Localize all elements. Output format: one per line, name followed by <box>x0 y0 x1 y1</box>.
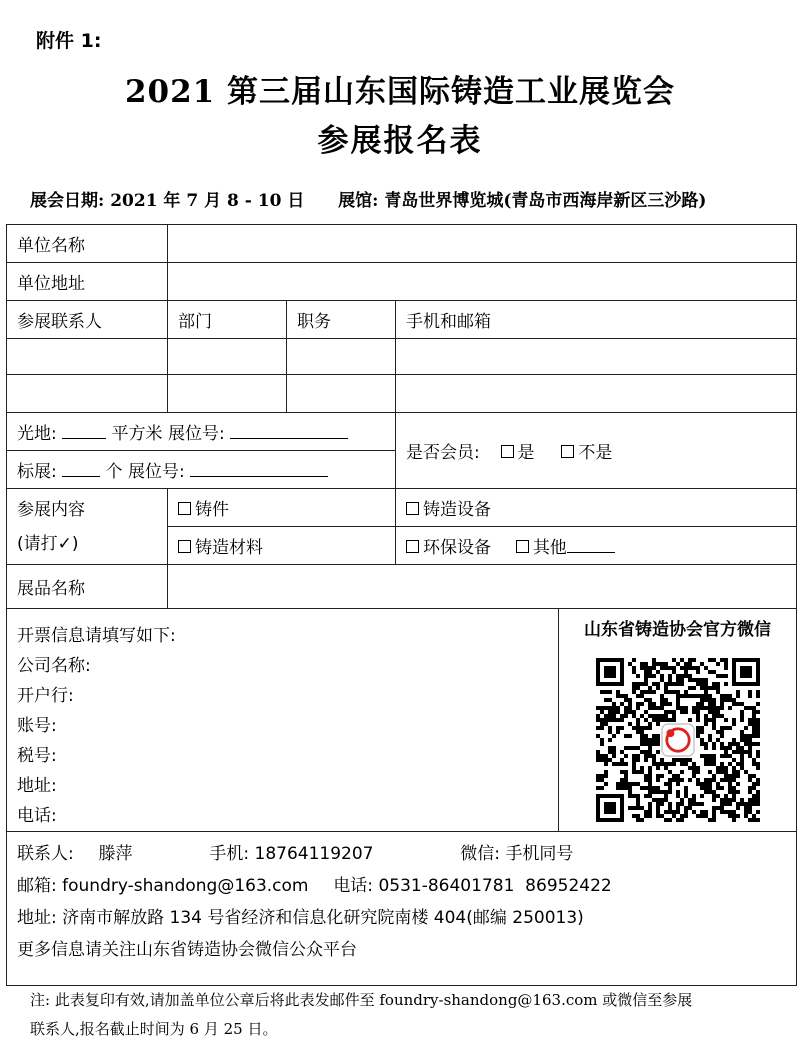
form-title: 2021 第三届山东国际铸造工业展览会 <box>124 74 676 110</box>
raw-booth-label: 展位号: <box>167 424 225 444</box>
invoice-cell <box>7 609 559 832</box>
mobile-label: 手机: <box>209 844 250 864</box>
exhibit-name-label: 展品名称 <box>7 565 168 609</box>
venue-value: 青岛世界博览城(青岛市西海岸新区三沙路) <box>384 191 707 211</box>
exhibit-content-label: 参展内容 <box>17 499 85 520</box>
email-value[interactable]: foundry-shandong@163.com <box>62 876 309 896</box>
contact-name-field-1[interactable] <box>7 339 168 375</box>
other-checkbox[interactable] <box>516 540 529 553</box>
date-label: 展会日期: <box>30 191 105 211</box>
raw-space-area-field[interactable] <box>62 420 106 439</box>
form-subtitle: 参展报名表 <box>317 123 483 159</box>
exhibit-content-cell <box>7 489 168 565</box>
event-meta <box>30 186 706 211</box>
invoice-company-label: 公司名称: <box>17 656 91 676</box>
unit-label: 个 <box>105 462 123 482</box>
equipment-label: 铸造设备 <box>423 500 491 520</box>
env-label: 环保设备 <box>423 538 491 558</box>
wechat-value: 手机同号 <box>505 844 574 864</box>
more-info: 更多信息请关注山东省铸造协会微信公众平台 <box>17 940 357 960</box>
wechat-cell <box>559 609 797 832</box>
standard-booth-no-field[interactable] <box>190 458 328 477</box>
equipment-checkbox[interactable] <box>406 502 419 515</box>
phone-email-field-2[interactable] <box>396 375 797 413</box>
member-yes-label: 是 <box>517 443 535 463</box>
member-no-label: 不是 <box>578 443 613 463</box>
mobile-value: 18764119207 <box>254 844 374 864</box>
position-field-2[interactable] <box>287 375 396 413</box>
materials-label: 铸造材料 <box>195 538 263 558</box>
castings-checkbox[interactable] <box>178 502 191 515</box>
email-label: 邮箱: <box>17 876 57 896</box>
materials-checkbox[interactable] <box>178 540 191 553</box>
tel-label: 电话: <box>333 876 374 896</box>
exhibit-name-field[interactable] <box>168 565 797 609</box>
standard-booth-no-label: 展位号: <box>127 462 185 482</box>
invoice-address-label: 地址: <box>17 776 57 796</box>
opt-equipment-cell <box>396 489 797 527</box>
opt-castings-cell <box>168 489 396 527</box>
company-address-field[interactable] <box>168 263 797 301</box>
other-label: 其他 <box>532 538 567 558</box>
standard-booth-label: 标展: <box>17 462 57 482</box>
member-question: 是否会员: <box>406 443 480 463</box>
invoice-bank-label: 开户行: <box>17 686 74 706</box>
raw-booth-field[interactable] <box>230 420 348 439</box>
position-field-1[interactable] <box>287 339 396 375</box>
contact-line-1 <box>17 838 796 870</box>
member-yes-checkbox[interactable] <box>501 445 514 458</box>
invoice-tax-label: 税号: <box>17 746 57 766</box>
wechat-label: 微信: <box>460 844 501 864</box>
standard-booth-count-field[interactable] <box>62 458 100 477</box>
opt-env-other-cell <box>396 527 797 565</box>
raw-space-row <box>7 413 396 451</box>
dept-header: 部门 <box>168 301 287 339</box>
venue-label: 展馆: <box>338 191 379 211</box>
invoice-heading: 开票信息请填写如下: <box>17 626 176 646</box>
footnote-line-1: 注: 此表复印有效,请加盖单位公章后将此表发邮件至 foundry-shandong@163.com 或微信至参展 <box>30 991 693 1009</box>
contact-person: 滕萍 <box>98 844 133 864</box>
phone-email-header: 手机和邮箱 <box>396 301 797 339</box>
opt-materials-cell <box>168 527 396 565</box>
invoice-phone-label: 电话: <box>17 806 57 826</box>
dept-field-2[interactable] <box>168 375 287 413</box>
footnote <box>30 986 790 1044</box>
date-value: 2021 年 7 月 8 - 10 日 <box>110 191 305 211</box>
attachment-label: 附件 1: <box>36 30 102 52</box>
contact-line-2 <box>17 870 796 902</box>
company-address-label: 单位地址 <box>7 263 168 301</box>
member-cell <box>396 413 797 489</box>
contact-header: 参展联系人 <box>7 301 168 339</box>
raw-space-label: 光地: <box>17 424 57 444</box>
phone-email-field-1[interactable] <box>396 339 797 375</box>
registration-table <box>6 224 797 986</box>
tel-value: 0531-86401781 86952422 <box>378 876 612 896</box>
contact-name-field-2[interactable] <box>7 375 168 413</box>
position-header: 职务 <box>287 301 396 339</box>
standard-booth-row <box>7 451 396 489</box>
other-field[interactable] <box>567 534 615 553</box>
member-no-checkbox[interactable] <box>561 445 574 458</box>
env-checkbox[interactable] <box>406 540 419 553</box>
contact-person-label: 联系人: <box>17 844 74 864</box>
dept-field-1[interactable] <box>168 339 287 375</box>
castings-label: 铸件 <box>195 500 229 520</box>
sqm-label: 平方米 <box>111 424 163 444</box>
contact-cell <box>7 832 797 986</box>
contact-address: 地址: 济南市解放路 134 号省经济和信息化研究院南楼 404(邮编 250013) <box>17 908 584 928</box>
company-name-field[interactable] <box>168 225 797 263</box>
qr-code-icon <box>596 658 760 822</box>
invoice-account-label: 账号: <box>17 716 57 736</box>
company-name-label: 单位名称 <box>7 225 168 263</box>
tick-hint: (请打✓) <box>17 533 79 554</box>
footnote-line-2: 联系人,报名截止时间为 6 月 25 日。 <box>30 1020 278 1038</box>
wechat-title: 山东省铸造协会官方微信 <box>584 620 771 640</box>
